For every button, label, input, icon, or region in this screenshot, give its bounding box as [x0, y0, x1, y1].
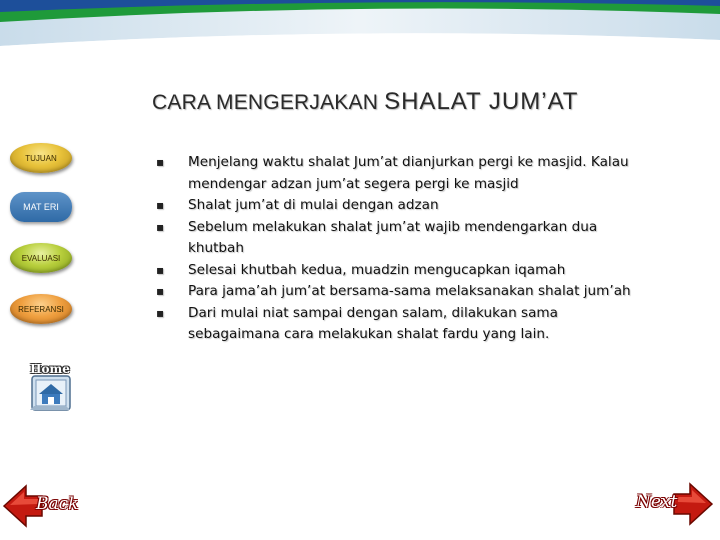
next-button[interactable]	[630, 482, 714, 526]
content-list	[156, 152, 646, 346]
nav-evaluasi-label: EVALUASI	[21, 253, 61, 263]
nav-tujuan-button[interactable]	[10, 143, 72, 173]
home-label: Home	[30, 362, 70, 376]
list-item: ▪ Dari mulai niat sampai dengan salam, dilakukan sama sebagaimana cara melakukan shalat fardu yang lain.	[156, 303, 646, 346]
nav-materi-button[interactable]	[10, 192, 72, 222]
nav-materi-label: MAT ERI	[23, 202, 59, 212]
list-item: ▪ Sebelum melakukan shalat jum’at wajib mendengarkan dua khutbah	[156, 217, 646, 260]
nav-referansi-button[interactable]	[10, 294, 72, 324]
back-button[interactable]	[2, 484, 80, 528]
list-item: ▪ Menjelang waktu shalat Jum’at dianjurkan pergi ke masjid. Kalau mendengar adzan jum’at segera pergi ke masjid	[156, 152, 646, 195]
title-part-2: SHALAT JUM’AT	[384, 88, 579, 115]
slide-title	[152, 88, 672, 120]
list-item: ▪ Para jama’ah jum’at bersama-sama melaksanakan shalat jum’ah	[156, 281, 646, 303]
nav-referansi-label: REFERANSI	[18, 304, 64, 314]
list-item: ▪ Selesai khutbah kedua, muadzin mengucapkan iqamah	[156, 260, 646, 282]
list-item: ▪ Shalat jum’at di mulai dengan adzan	[156, 195, 646, 217]
home-button[interactable]	[26, 362, 74, 414]
nav-tujuan-label: TUJUAN	[25, 153, 57, 163]
header-decoration	[0, 0, 720, 60]
title-part-1: CARA MENGERJAKAN	[152, 91, 379, 114]
back-label: Back	[36, 494, 79, 514]
next-label: Next	[636, 492, 678, 512]
nav-evaluasi-button[interactable]	[10, 243, 72, 273]
